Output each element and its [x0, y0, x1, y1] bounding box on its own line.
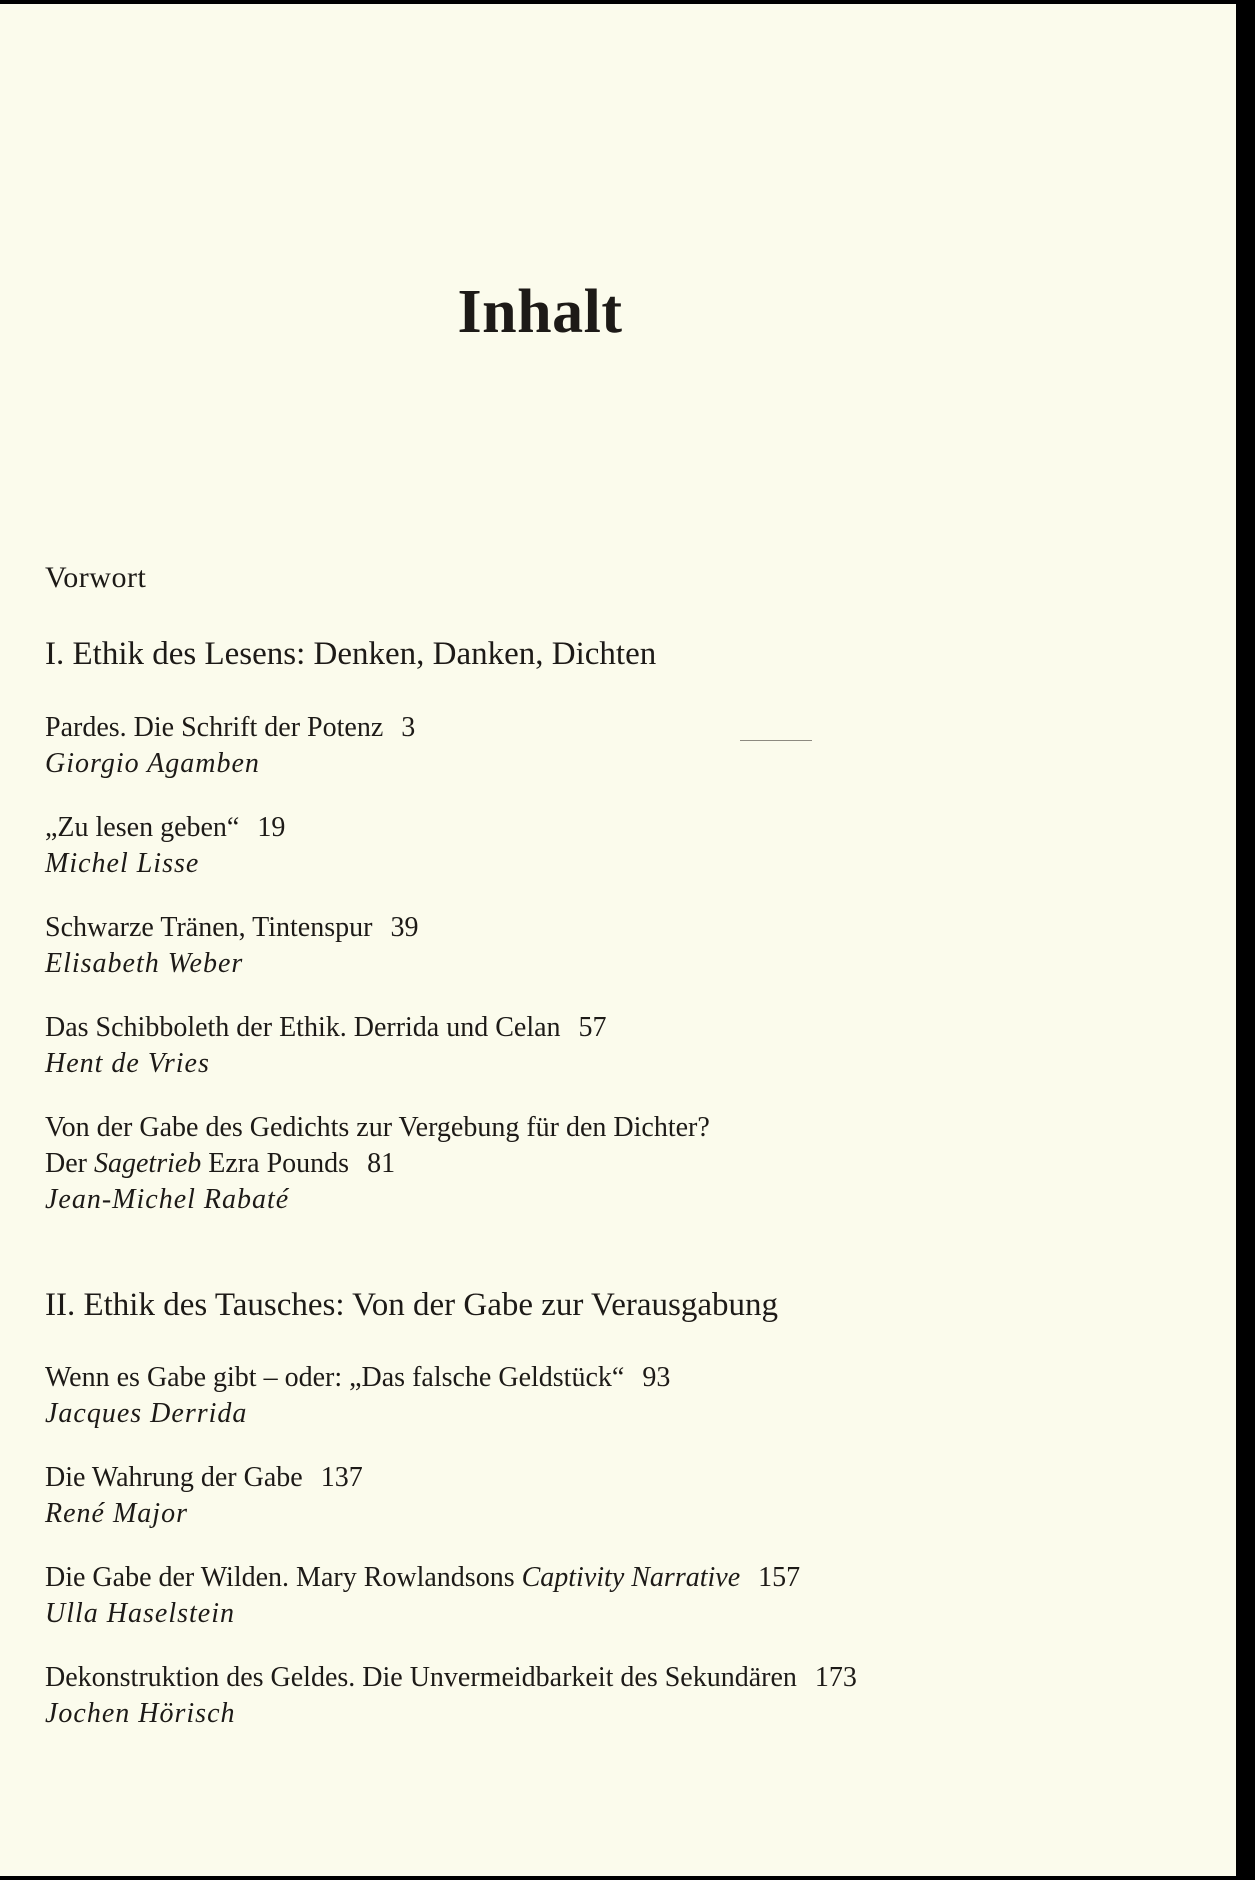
entry-author: René Major	[45, 1498, 188, 1530]
entry-title: Die Gabe der Wilden. Mary Rowlandsons	[45, 1562, 515, 1594]
toc-entry	[45, 810, 1145, 882]
entry-title-suffix: Ezra Pounds	[208, 1147, 350, 1179]
entry-page-number: 173	[814, 1662, 857, 1694]
scan-border	[1236, 0, 1255, 1880]
entry-author: Michel Lisse	[45, 847, 200, 879]
section-heading-2: II. Ethik des Tausches: Von der Gabe zur Verausgabung	[45, 1286, 778, 1323]
entry-title-line	[45, 1560, 1145, 1596]
preface-heading: Vorwort	[45, 561, 147, 594]
entry-page-number: 39	[390, 911, 419, 943]
entry-title: Dekonstruktion des Geldes. Die Unvermeidbarkeit des Sekundären	[45, 1662, 797, 1694]
entry-page-number: 157	[758, 1562, 801, 1594]
entry-title: Von der Gabe des Gedichts zur Vergebung für den Dichter?	[45, 1111, 710, 1143]
toc-entry	[45, 1360, 1145, 1432]
toc-entry	[45, 1660, 1145, 1732]
entry-title-line-2	[45, 1146, 1145, 1182]
entry-page-number: 81	[367, 1147, 396, 1179]
entry-page-number: 3	[401, 711, 416, 743]
entry-title-line	[45, 1110, 1145, 1146]
toc-entry	[45, 1110, 1145, 1218]
entry-author: Giorgio Agamben	[45, 747, 260, 779]
entry-author: Jean-Michel Rabaté	[45, 1183, 290, 1215]
page-title: Inhalt	[457, 277, 623, 346]
entry-page-number: 19	[257, 811, 286, 843]
entry-author: Jochen Hörisch	[45, 1698, 236, 1730]
entry-page-number: 137	[320, 1462, 363, 1494]
entry-author: Jacques Derrida	[45, 1398, 248, 1430]
toc-entry	[45, 910, 1145, 982]
entry-title-line	[45, 810, 1145, 846]
entry-title: „Zu lesen geben“	[45, 811, 240, 843]
toc-entry	[45, 1560, 1145, 1632]
entry-author: Ulla Haselstein	[45, 1598, 235, 1630]
entry-title: Die Wahrung der Gabe	[45, 1462, 303, 1494]
toc-entry	[45, 1460, 1145, 1532]
entry-title: Wenn es Gabe gibt – oder: „Das falsche Geldstück“	[45, 1362, 625, 1394]
entry-title-line	[45, 1460, 1145, 1496]
entry-author: Elisabeth Weber	[45, 947, 244, 979]
entry-title-line	[45, 1660, 1145, 1696]
entry-title: Das Schibboleth der Ethik. Derrida und Celan	[45, 1011, 561, 1043]
entry-title-line	[45, 910, 1145, 946]
book-page	[0, 4, 1236, 1876]
entry-title-line	[45, 1010, 1145, 1046]
entry-title-prefix: Der	[45, 1147, 87, 1179]
entry-title: Schwarze Tränen, Tintenspur	[45, 911, 373, 943]
entry-page-number: 93	[642, 1362, 671, 1394]
entry-title-italic: Sagetrieb	[93, 1147, 202, 1179]
entry-title-italic: Captivity Narrative	[521, 1562, 741, 1594]
entry-page-number: 57	[578, 1011, 607, 1043]
entry-title-line	[45, 1360, 1145, 1396]
entry-title: Pardes. Die Schrift der Potenz	[45, 711, 384, 743]
toc-entry	[45, 1010, 1145, 1082]
entry-title-line	[45, 710, 1145, 746]
section-heading-1: I. Ethik des Lesens: Denken, Danken, Dichten	[45, 636, 657, 672]
toc-entry	[45, 710, 1145, 782]
entry-author: Hent de Vries	[45, 1047, 210, 1079]
table-of-contents	[45, 560, 1145, 1760]
